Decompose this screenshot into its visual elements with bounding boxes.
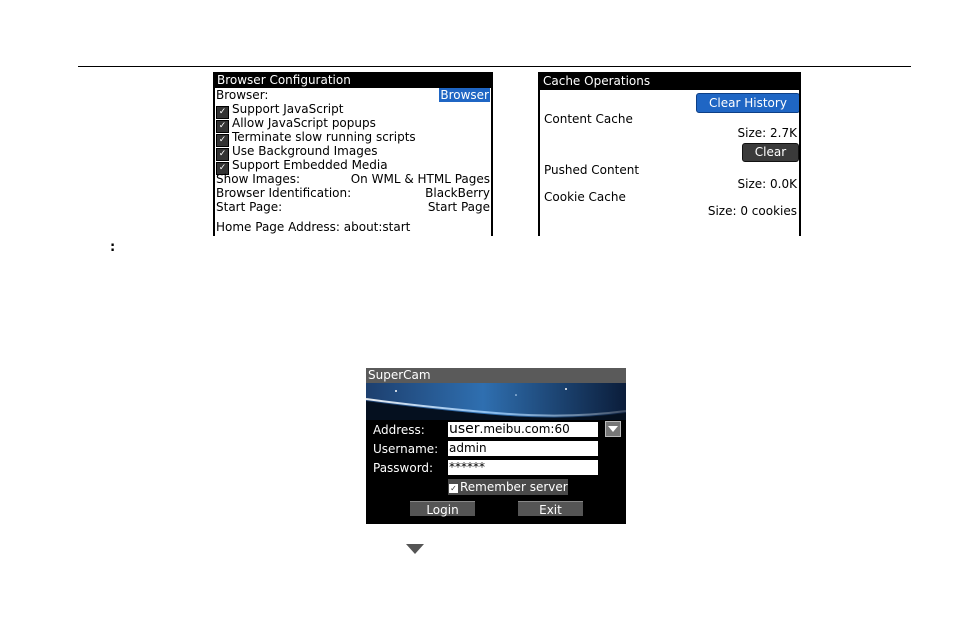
dropdown-arrow-icon[interactable] <box>605 421 621 437</box>
browser-id-row[interactable] <box>215 186 491 200</box>
dropdown-arrow-icon <box>406 544 424 554</box>
option-allow-popups[interactable] <box>215 116 491 130</box>
earth-banner-image <box>366 383 626 420</box>
address-rest: .meibu.com:60 <box>479 422 570 436</box>
cache-ops-title: Cache Operations <box>540 72 799 90</box>
option-label: Support JavaScript <box>232 102 344 116</box>
start-page-label: Start Page: <box>216 200 283 214</box>
page-rule <box>78 66 911 67</box>
browser-config-title: Browser Configuration <box>215 72 491 88</box>
cache-operations-screen <box>538 72 801 236</box>
browser-select-row[interactable] <box>215 88 491 102</box>
checkbox-checked-icon[interactable]: ✓ <box>216 120 229 133</box>
checkmark-icon: ✓ <box>450 484 457 493</box>
checkbox-checked-icon[interactable]: ✓ <box>216 162 229 175</box>
remember-server-label: Remember server <box>460 480 568 494</box>
address-label: Address: <box>373 423 425 437</box>
option-support-javascript[interactable] <box>215 102 491 116</box>
option-embedded-media[interactable] <box>215 158 491 172</box>
browser-id-value[interactable]: BlackBerry <box>425 186 490 200</box>
username-label: Username: <box>373 442 439 456</box>
browser-label: Browser: <box>216 88 269 102</box>
option-label: Allow JavaScript popups <box>232 116 376 130</box>
username-input[interactable]: admin <box>448 441 598 456</box>
show-images-value[interactable]: On WML & HTML Pages <box>350 172 490 186</box>
option-label: Support Embedded Media <box>232 158 388 172</box>
checkbox-checked-icon[interactable]: ✓ <box>216 106 229 119</box>
browser-value[interactable]: Browser <box>440 88 489 102</box>
start-page-row[interactable] <box>215 200 491 214</box>
supercam-login-screen <box>366 368 626 524</box>
browser-id-label: Browser Identification: <box>216 186 352 200</box>
clear-history-button[interactable]: Clear History <box>696 93 800 113</box>
show-images-row[interactable] <box>215 172 491 186</box>
option-terminate-scripts[interactable] <box>215 130 491 144</box>
content-cache-label: Content Cache <box>544 112 633 126</box>
cookie-cache-label: Cookie Cache <box>544 190 626 204</box>
pushed-content-size: Size: 0.0K <box>737 177 797 191</box>
caption-colon: : <box>110 240 116 255</box>
remember-server-checkbox[interactable] <box>448 479 568 495</box>
supercam-title: SuperCam <box>366 368 626 383</box>
clear-button[interactable]: Clear <box>742 143 799 162</box>
option-label: Terminate slow running scripts <box>232 130 416 144</box>
address-input[interactable] <box>448 422 598 437</box>
password-label: Password: <box>373 461 434 475</box>
home-page-address[interactable]: Home Page Address: about:start <box>216 220 411 234</box>
home-page-row[interactable] <box>215 220 491 234</box>
start-page-value[interactable]: Start Page <box>427 200 490 214</box>
checkbox-checked-icon[interactable]: ✓ <box>216 134 229 147</box>
password-input[interactable]: ****** <box>448 460 598 475</box>
address-prefix: user <box>449 421 480 437</box>
browser-config-screen <box>213 72 493 236</box>
content-cache-size: Size: 2.7K <box>737 126 797 140</box>
cookie-cache-size: Size: 0 cookies <box>707 204 797 218</box>
option-label: Use Background Images <box>232 144 378 158</box>
login-button[interactable]: Login <box>410 501 475 516</box>
option-background-images[interactable] <box>215 144 491 158</box>
checkbox-checked-icon[interactable]: ✓ <box>216 148 229 161</box>
exit-button[interactable]: Exit <box>518 501 583 516</box>
show-images-label: Show Images: <box>216 172 301 186</box>
pushed-content-label: Pushed Content <box>544 163 640 177</box>
